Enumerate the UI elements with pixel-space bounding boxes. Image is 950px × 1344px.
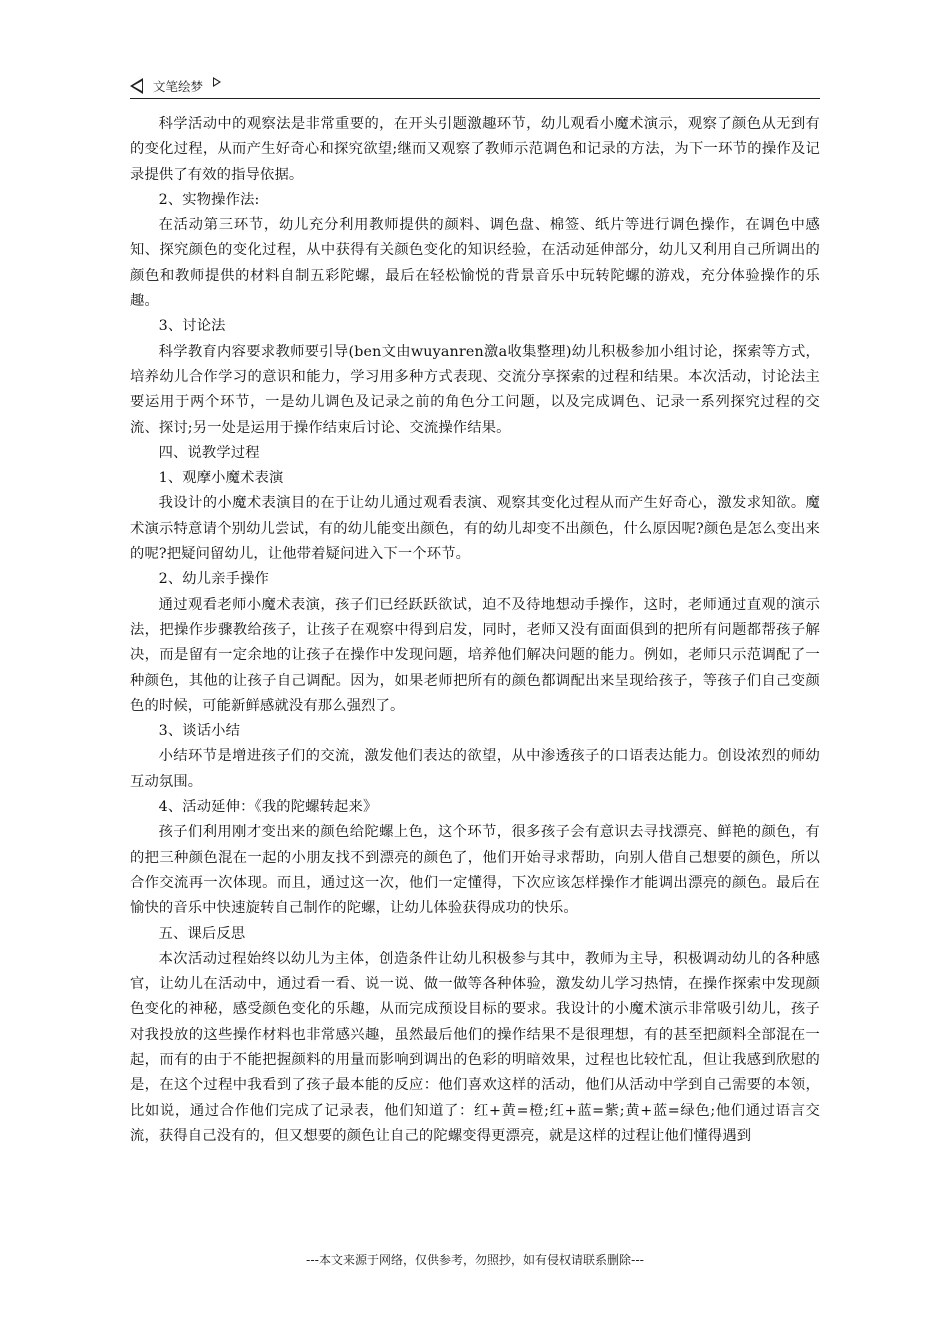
section-heading: 2、实物操作法: [158, 191, 260, 208]
document-body [130, 112, 820, 1149]
triangle-left-icon [130, 78, 143, 94]
section-heading: 3、谈话小结 [158, 723, 241, 740]
paragraph: 我设计的小魔术表演目的在于让幼儿通过观看表演、观察其变化过程从而产生好奇心，激发求知欲。魔术演示特意请个别幼儿尝试，有的幼儿能变出颜色，有的幼儿却变不出颜色，什么原因呢?颜色是怎么变出来的呢?把疑问留幼儿，让他带着疑问进入下一个环节。 [130, 495, 820, 563]
paragraph: 科学活动中的观察法是非常重要的，在开头引题激趣环节，幼儿观看小魔术演示，观察了颜色从无到有的变化过程，从而产生好奇心和探究欲望;继而又观察了教师示范调色和记录的方法，为下一环节的操作及记录提供了有效的指导依据。 [130, 116, 820, 183]
section-heading: 4、活动延伸：《我的陀螺转起来》 [158, 799, 378, 816]
triangle-right-icon [213, 77, 221, 87]
paragraph: 在活动第三环节，幼儿充分利用教师提供的颜料、调色盘、棉签、纸片等进行调色操作，在调色中感知、探究颜色的变化过程，从中获得有关颜色变化的知识经验，在活动延伸部分，幼儿又利用自己所调出的颜色和教师提供的材料自制五彩陀螺，最后在轻松愉悦的背景音乐中玩转陀螺的游戏，充分体验操作的乐趣。 [130, 217, 820, 310]
paragraph: 科学教育内容要求教师要引导(ben文由wuyanren激a收集整理)幼儿积极参加小组讨论，探索等方式，培养幼儿合作学习的意识和能力，学习用多种方式表现、交流分享探索的过程和结果。本次活动，讨论法主要运用于两个环节，一是幼儿调色及记录之前的角色分工问题，以及完成调色、记录一系列探究过程的交流、探讨;另一处是运用于操作结束后讨论、交流操作结果。 [130, 343, 820, 436]
footer-disclaimer: ---本文来源于网络，仅供参考，勿照抄，如有侵权请联系删除--- [306, 1253, 644, 1267]
section-heading: 五、课后反思 [158, 925, 246, 942]
section-heading: 1、观摩小魔术表演 [158, 470, 284, 487]
section-heading: 2、幼儿亲手操作 [158, 571, 269, 588]
paragraph: 孩子们利用刚才变出来的颜色给陀螺上色，这个环节，很多孩子会有意识去寻找漂亮、鲜艳的颜色，有的把三种颜色混在一起的小朋友找不到漂亮的颜色了，他们开始寻求帮助，向别人借自己想要的颜色，所以合作交流再一次体现。而且，通过这一次，他们一定懂得，下次应该怎样操作才能调出漂亮的颜色。最后在愉快的音乐中快速旋转自己制作的陀螺，让幼儿体验获得成功的快乐。 [130, 824, 820, 917]
paragraph: 本次活动过程始终以幼儿为主体，创造条件让幼儿积极参与其中，教师为主导，积极调动幼儿的各种感官，让幼儿在活动中，通过看一看、说一说、做一做等各种体验，激发幼儿学习热情，在操作探索中发现颜色变化的神秘，感受颜色变化的乐趣，从而完成预设目标的要求。我设计的小魔术演示非常吸引幼儿，孩子对我投放的这些操作材料也非常感兴趣，虽然最后他们的操作结果不是很理想，有的甚至把颜料全部混在一起，而有的由于不能把握颜料的用量而影响到调出的色彩的明暗效果，过程也比较忙乱，但让我感到欣慰的是，在这个过程中我看到了孩子最本能的反应：他们喜欢这样的活动，他们从活动中学到自己需要的本领，比如说，通过合作他们完成了记录表，他们知道了：红+黄=橙;红+蓝=紫;黄+蓝=绿色;他们通过语言交流，获得自己没有的，但又想要的颜色让自己的陀螺变得更漂亮，就是这样的过程让他们懂得遇到 [130, 950, 820, 1144]
section-heading: 3、讨论法 [158, 318, 226, 335]
brand-name: 文笔绘梦 [153, 79, 204, 94]
paragraph: 小结环节是增进孩子们的交流，激发他们表达的欲望，从中渗透孩子的口语表达能力。创设浓烈的师幼互动氛围。 [130, 748, 820, 790]
page-header [130, 74, 820, 99]
section-heading: 四、说教学过程 [158, 444, 260, 461]
paragraph: 通过观看老师小魔术表演，孩子们已经跃跃欲试，迫不及待地想动手操作，这时，老师通过直观的演示法，把操作步骤教给孩子，让孩子在观察中得到启发，同时，老师又没有面面俱到的把所有问题都帮孩子解决，而是留有一定余地的让孩子在操作中发现问题，培养他们解决问题的能力。例如，老师只示范调配了一种颜色，其他的让孩子自己调配。因为，如果老师把所有的颜色都调配出来呈现给孩子，等孩子们自己变颜色的时候，可能新鲜感就没有那么强烈了。 [130, 596, 820, 714]
